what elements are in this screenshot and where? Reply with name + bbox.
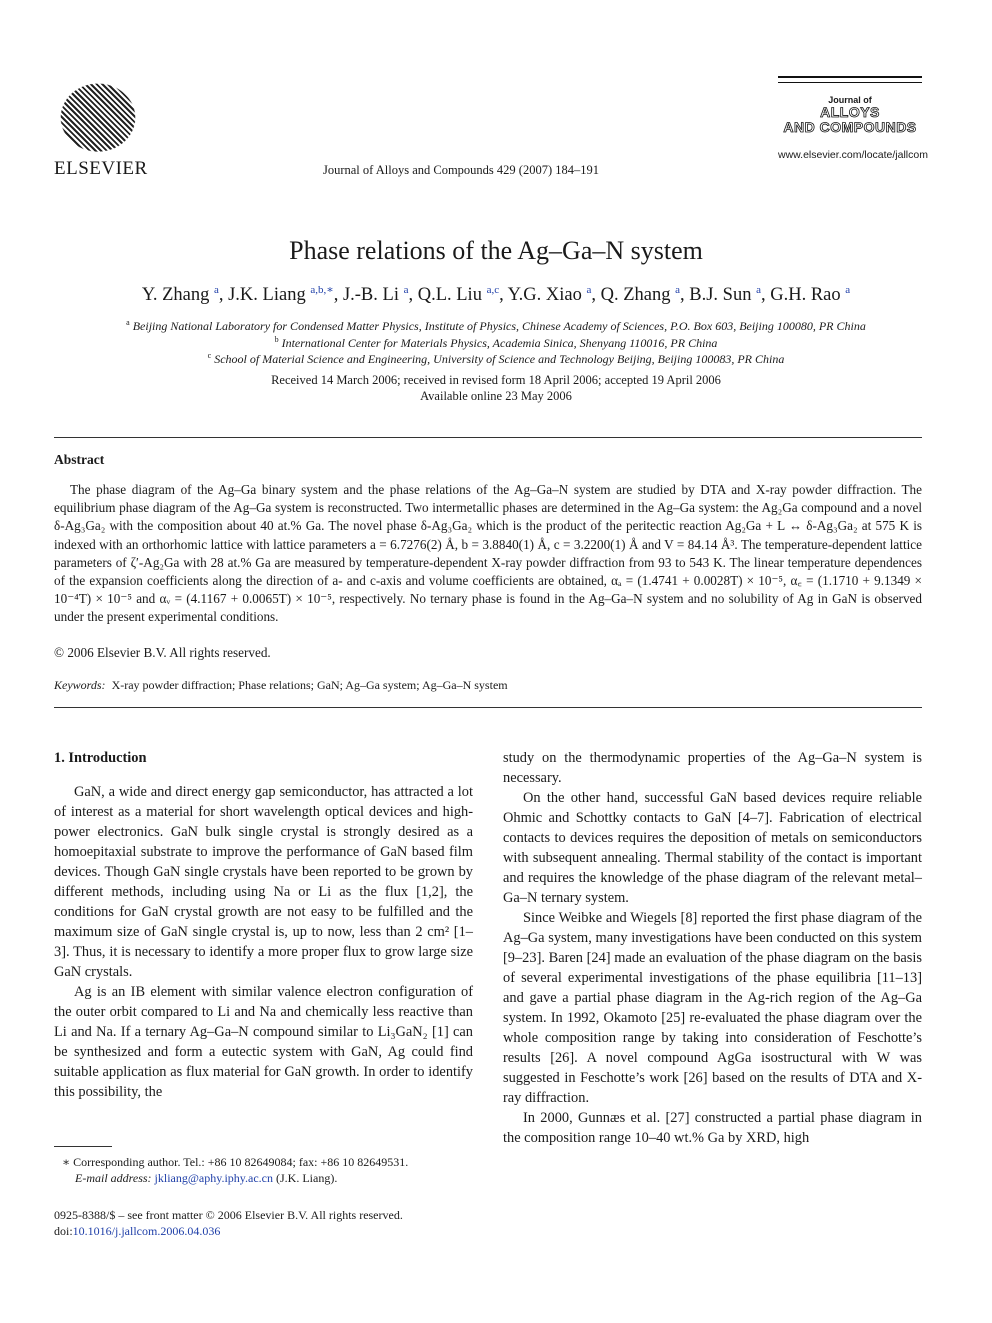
- copyright-line: © 2006 Elsevier B.V. All rights reserved.: [54, 645, 271, 660]
- publisher-name: ELSEVIER: [54, 158, 148, 179]
- author-affiliation-mark[interactable]: a: [756, 284, 761, 296]
- affiliation-c: [0, 351, 992, 367]
- body-paragraph: study on the thermodynamic properties of the Ag–Ga–N system is necessary.: [503, 750, 922, 786]
- left-column: [54, 748, 473, 1102]
- body-paragraph: GaN, a wide and direct energy gap semiconductor, has attracted a lot of interest as a material for short wavelength optical devices and high-power electronics. GaN bulk single crystal is strongly desired as a homoepitaxial substrate to improve the performance of GaN based film devices. Though GaN single crystals have been reported to be grown by different methods, including using Na or Li as the flux [1,2], the conditions for GaN crystal growth are not easy to be fulfilled and the maximum size of GaN single crystal is, up to now, less than 2 cm² [1–3]. Thus, it is necessary to identify a more proper flux to grow large size GaN crystals.: [54, 784, 473, 980]
- affiliation-text: International Center for Materials Physics, Academia Sinica, Shenyang 110016, PR China: [281, 336, 718, 350]
- affiliation-text: School of Material Science and Engineering, University of Science and Technology Beijing, Beijing 100083, PR China: [214, 352, 785, 366]
- author-affiliation-mark[interactable]: a: [845, 284, 851, 296]
- footnote-rule: [54, 1146, 112, 1147]
- author-affiliation-mark[interactable]: a,c: [486, 284, 500, 296]
- divider: [54, 707, 922, 708]
- author-affiliation-mark[interactable]: a: [586, 284, 592, 296]
- doi-link[interactable]: 10.1016/j.jallcom.2006.04.036: [72, 1224, 221, 1238]
- affiliation-mark: a: [126, 318, 130, 327]
- keywords-label: Keywords:: [54, 678, 106, 692]
- email-label: E-mail address:: [75, 1171, 152, 1185]
- keywords-text: X-ray powder diffraction; Phase relations; GaN; Ag–Ga system; Ag–Ga–N system: [111, 678, 508, 692]
- author-name: J.-B. Li: [342, 285, 399, 306]
- body-paragraph: Ag is an IB element with similar valence electron configuration of the outer orbit compared to Li and Na and chemically less reactive than Li and Na. If a ternary Ag–Ga–N compound similar to Li₃GaN₂ [1] can be synthesized and form a eutectic system with GaN, Ag could find suitable application as flux material for GaN growth. In order to identify this possibility, the: [54, 984, 473, 1100]
- divider: [54, 437, 922, 438]
- author-affiliation-mark[interactable]: a: [403, 284, 409, 296]
- brand-rule: [778, 76, 922, 78]
- body-paragraph: In 2000, Gunnæs et al. [27] constructed a partial phase diagram in the composition range 10–40 wt.% Ga by XRD, high: [503, 1110, 922, 1146]
- doi-prefix: doi:: [54, 1224, 73, 1238]
- email-suffix: (J.K. Liang).: [276, 1171, 338, 1185]
- affiliation-a: [0, 318, 992, 334]
- received-dates: Received 14 March 2006; received in revised form 18 April 2006; accepted 19 April 2006: [271, 373, 721, 387]
- journal-url-link[interactable]: www.elsevier.com/locate/jallcom: [778, 149, 928, 161]
- paper-title: Phase relations of the Ag–Ga–N system: [289, 236, 703, 265]
- author-affiliation-mark[interactable]: a,b,∗: [310, 284, 334, 296]
- affiliation-mark: b: [274, 335, 279, 344]
- author-name: J.K. Liang: [228, 285, 306, 306]
- available-online: Available online 23 May 2006: [420, 389, 572, 403]
- issn-line: 0925-8388/$ – see front matter © 2006 Elsevier B.V. All rights reserved.: [54, 1208, 403, 1222]
- affiliation-text: Beijing National Laboratory for Condensed Matter Physics, Institute of Physics, Chinese Academy of Sciences, P.O. Box 603, Beijing 100080, PR China: [132, 319, 866, 333]
- abstract-heading: Abstract: [54, 452, 105, 467]
- journal-citation: Journal of Alloys and Compounds 429 (2007) 184–191: [322, 163, 600, 177]
- abstract-text: The phase diagram of the Ag–Ga binary system and the phase relations of the Ag–Ga–N system are studied by DTA and X-ray powder diffraction. The equilibrium phase diagram of the Ag–Ga system is reconstructed. Two intermetallic phases are determined in the Ag–Ga system: the Ag₂Ga compound and a novel δ-Ag₃Ga₂ with the composition about 40 at.% Ga. The novel phase δ-Ag₃Ga₂ which is the product of the peritectic reaction Ag₂Ga + L ↔ δ-Ag₃Ga₂ at 575 K is indexed with an orthorhomic lattice with lattice parameters a = 6.7276(2) Å, b = 3.8840(1) Å, c = 3.2200(1) Å and V = 84.14 Å³. The temperature-dependent lattice parameters of ζ′-Ag₂Ga with 28 at.% Ga are measured by temperature-dependent X-ray powder diffraction from 93 to 543 K. The linear temperature dependences of the expansion coefficients along the direction of a- and c-axis and volume coefficients are obtained, αₐ = (1.4741 + 0.0028T) × 10⁻⁵, α꜀ = (1.1710 + 9.1349 × 10⁻⁴T) × 10⁻⁵ and αᵥ = (4.1167 + 0.0065T) × 10⁻⁵, respectively. No ternary phase is found in the Ag–Ga–N system and no solubility of Ag in GaN is observed under the present experimental conditions.: [54, 482, 922, 625]
- email-note: [75, 1171, 337, 1186]
- author-name: Q.L. Liu: [417, 285, 482, 306]
- journal-brand: [778, 76, 928, 161]
- corresponding-author-note: ∗ Corresponding author. Tel.: +86 10 82649084; fax: +86 10 82649531.: [62, 1155, 409, 1169]
- section-heading: 1. Introduction: [54, 750, 147, 766]
- body-paragraph: On the other hand, successful GaN based devices require reliable Ohmic and Schottky contacts to GaN [4–7]. Fabrication of electrical contacts to devices requires the deposition of metals on semiconductors with subsequent annealing. Thermal stability of the contact is important and requires the knowledge of the phase diagram of the relevant metal–Ga–N ternary system.: [503, 790, 922, 906]
- doi-line: [54, 1224, 220, 1239]
- author-list: Y. Zhang $^a$, J.K. Liang $^{a,b,∗}$, J.-B. Li $^a$, Q.L. Liu $^{a,c}$, Y.G. Xiao $^a$, Q. Zhang $^a$, B.J. Sun $^a$, G.H. Rao $^a$: [141, 284, 851, 306]
- author-affiliation-mark[interactable]: a: [213, 284, 219, 296]
- elsevier-tree-icon: [54, 76, 142, 156]
- author-name: Y. Zhang: [141, 285, 210, 306]
- right-column: [503, 748, 922, 1148]
- author-name: Y.G. Xiao: [507, 285, 582, 306]
- author-name: G.H. Rao: [770, 285, 841, 306]
- author-name: B.J. Sun: [689, 285, 752, 306]
- keywords-line: [54, 678, 508, 693]
- author-affiliation-mark[interactable]: a: [675, 284, 680, 296]
- author-name: Q. Zhang: [600, 285, 671, 306]
- brand-compounds: AND COMPOUNDS: [783, 119, 917, 135]
- brand-rule: [778, 82, 922, 83]
- brand-journal-of: Journal of: [828, 95, 872, 105]
- affiliation-b: [0, 335, 992, 351]
- email-link[interactable]: jkliang@aphy.iphy.ac.cn: [154, 1171, 274, 1185]
- body-paragraph: Since Weibke and Wiegels [8] reported the first phase diagram of the Ag–Ga system, many investigations have been conducted on this system [9–23]. Baren [24] made an evaluation of the phase diagram on the basis of several experimental investigations of the phase equilibria [11–13] and gave a partial phase diagram in the Ag-rich region of the Ag–Ga system. In 1992, Okamoto [25] re-evaluated the phase diagram over the whole composition range by taking into consideration of Feschotte’s results [26]. A novel compound AgGa isostructural with W was suggested in Feschotte’s work [26] based on the results of DTA and X-ray diffraction.: [503, 910, 922, 1106]
- affiliation-mark: c: [207, 351, 212, 360]
- brand-alloys: ALLOYS: [820, 104, 880, 120]
